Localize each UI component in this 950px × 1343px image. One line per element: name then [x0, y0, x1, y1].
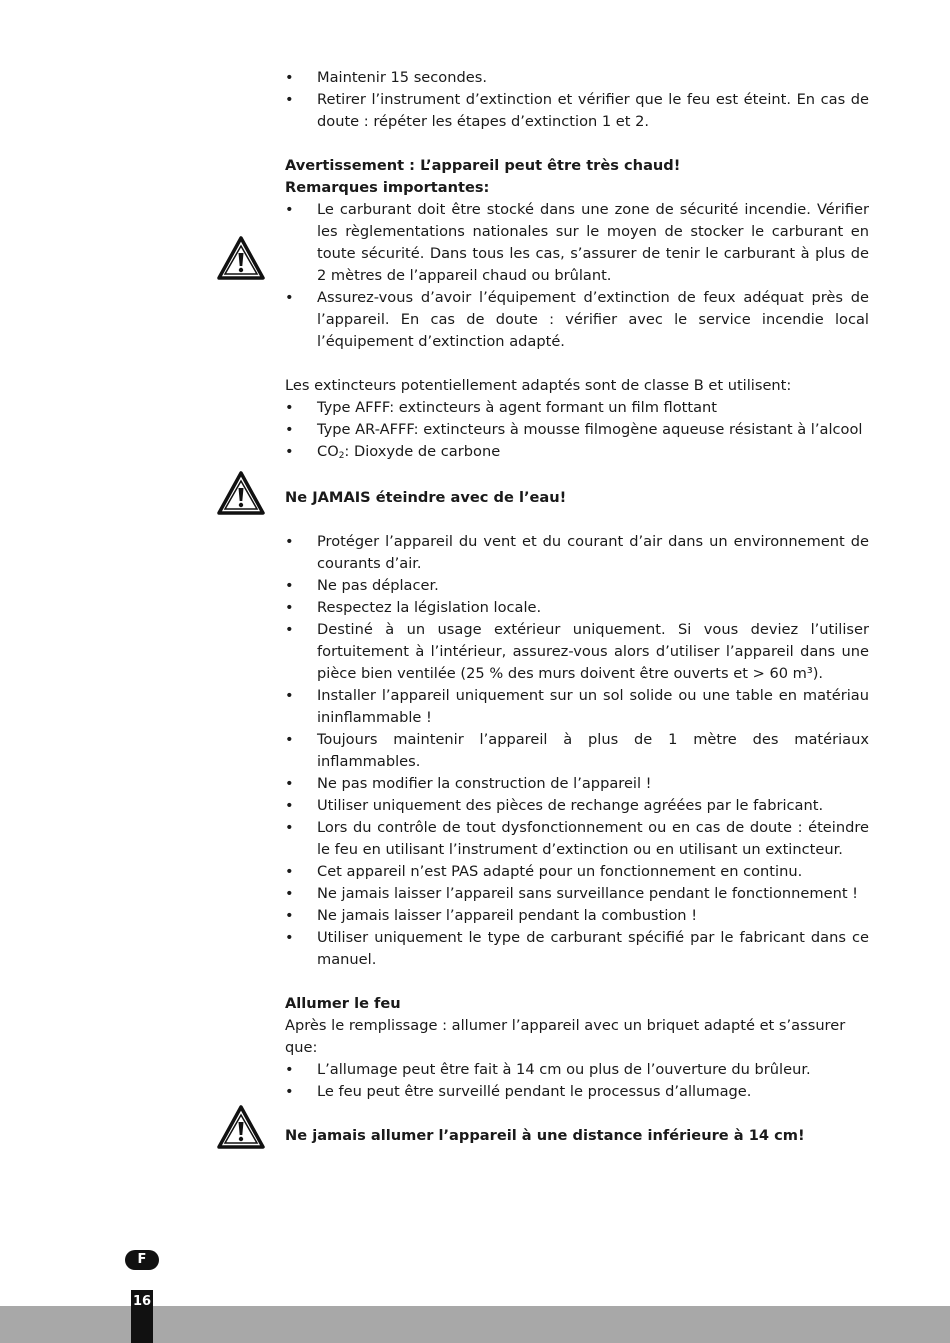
list-item: • Toujours maintenir l’appareil à plus de 1 mètre des matériaux inflammables.	[285, 731, 869, 770]
warning-triangle-icon	[216, 1104, 266, 1150]
page-number-tab	[131, 1290, 153, 1343]
list-item: • Retirer l’instrument d’extinction et vérifier que le feu est éteint. En cas de doute : répéter les étapes d’extinction 1 et 2.	[285, 91, 869, 130]
list-item: • L’allumage peut être fait à 14 cm ou plus de l’ouverture du brûleur.	[285, 1059, 869, 1081]
bullet: •	[285, 907, 294, 924]
bullet: •	[285, 421, 294, 438]
warning-title: Ne jamais allumer l’appareil à une distance inférieure à 14 cm!	[285, 1127, 805, 1144]
bullet: •	[285, 399, 294, 416]
list-item: • Ne jamais laisser l’appareil sans surveillance pendant le fonctionnement !	[285, 883, 869, 905]
list-item: • Ne jamais laisser l’appareil pendant la combustion !	[285, 905, 869, 927]
safety-rules-list	[285, 531, 869, 971]
warning-triangle-icon	[216, 235, 266, 281]
warning-block-hot	[285, 155, 869, 353]
list-item: • $CO_2$: Dioxyde de carbone	[285, 443, 501, 461]
bullet: •	[285, 1061, 294, 1078]
language-badge: F	[125, 1250, 159, 1270]
list-item: • Destiné à un usage extérieur uniquement. Si vous deviez l’utiliser fortuitement à l’intérieur, assurez-vous alors d’utiliser l’appareil dans une pièce bien ventilée (25 % des murs doivent être ouverts et > 60 m³).	[285, 621, 869, 682]
warning-block-water	[285, 487, 869, 509]
bullet: •	[285, 819, 294, 836]
bullet: •	[285, 775, 294, 792]
list-item: • Installer l’appareil uniquement sur un sol solide ou une table en matériau ininflammable !	[285, 687, 869, 726]
ignite-intro: Après le remplissage : allumer l’appareil avec un briquet adapté et s’assurer que:	[285, 1017, 846, 1056]
ignite-list	[285, 1059, 869, 1103]
page-number: 16	[132, 1294, 152, 1309]
bullet: •	[285, 533, 294, 550]
section-heading-ignite: Allumer le feu	[285, 995, 401, 1012]
bullet: •	[285, 69, 294, 86]
important-notes-list	[285, 199, 869, 353]
warning-title: Avertissement : L’appareil peut être très chaud!	[285, 157, 681, 174]
warning-subtitle: Remarques importantes:	[285, 179, 490, 196]
list-item: • Le carburant doit être stocké dans une zone de sécurité incendie. Vérifier les règlementations nationales sur le moyen de stocker le carburant en toute sécurité. Dans tous les cas, s’assurer de tenir le carburant à plus de 2 mètres de l’appareil chaud ou brûlant.	[285, 201, 869, 284]
list-item: • Utiliser uniquement des pièces de rechange agréées par le fabricant.	[285, 795, 869, 817]
bullet: •	[285, 91, 294, 108]
list-item: • Ne pas modifier la construction de l’appareil !	[285, 773, 869, 795]
list-item: • Utiliser uniquement le type de carburant spécifié par le fabricant dans ce manuel.	[285, 929, 869, 968]
warning-title: Ne JAMAIS éteindre avec de l’eau!	[285, 489, 567, 506]
list-item: • Respectez la législation locale.	[285, 597, 869, 619]
extinguishers-list	[285, 397, 869, 465]
list-item: • Le feu peut être surveillé pendant le processus d’allumage.	[285, 1081, 869, 1103]
warning-block-distance	[285, 1125, 869, 1147]
list-item: • Type AR-AFFF: extincteurs à mousse filmogène aqueuse résistant à l’alcool	[285, 419, 869, 441]
bullet: •	[285, 201, 294, 218]
bullet: •	[285, 577, 294, 594]
extinguishers-intro: Les extincteurs potentiellement adaptés sont de classe B et utilisent:	[285, 377, 792, 394]
list-item: • Cet appareil n’est PAS adapté pour un fonctionnement en continu.	[285, 861, 869, 883]
bullet: •	[285, 621, 294, 638]
bullet: •	[285, 687, 294, 704]
bullet: •	[285, 797, 294, 814]
bullet: •	[285, 443, 294, 460]
bullet: •	[285, 929, 294, 946]
bullet: •	[285, 289, 294, 306]
warning-triangle-icon	[216, 470, 266, 516]
list-item: • Protéger l’appareil du vent et du courant d’air dans un environnement de courants d’air.	[285, 533, 869, 572]
bullet: •	[285, 885, 294, 902]
bullet: •	[285, 599, 294, 616]
intro-list	[285, 67, 869, 133]
list-item: • Assurez-vous d’avoir l’équipement d’extinction de feux adéquat près de l’appareil. En cas de doute : vérifier avec le service incendie local l’équipement d’extinction adapté.	[285, 289, 869, 350]
list-item: • Maintenir 15 secondes.	[285, 67, 869, 89]
bullet: •	[285, 731, 294, 748]
list-item: • Type AFFF: extincteurs à agent formant un film flottant	[285, 397, 869, 419]
bullet: •	[285, 1083, 294, 1100]
list-item: • Lors du contrôle de tout dysfonctionnement ou en cas de doute : éteindre le feu en utilisant l’instrument d’extinction ou en utilisant un extincteur.	[285, 819, 869, 858]
list-item: • Ne pas déplacer.	[285, 575, 869, 597]
document-body	[285, 67, 869, 1147]
bullet: •	[285, 863, 294, 880]
